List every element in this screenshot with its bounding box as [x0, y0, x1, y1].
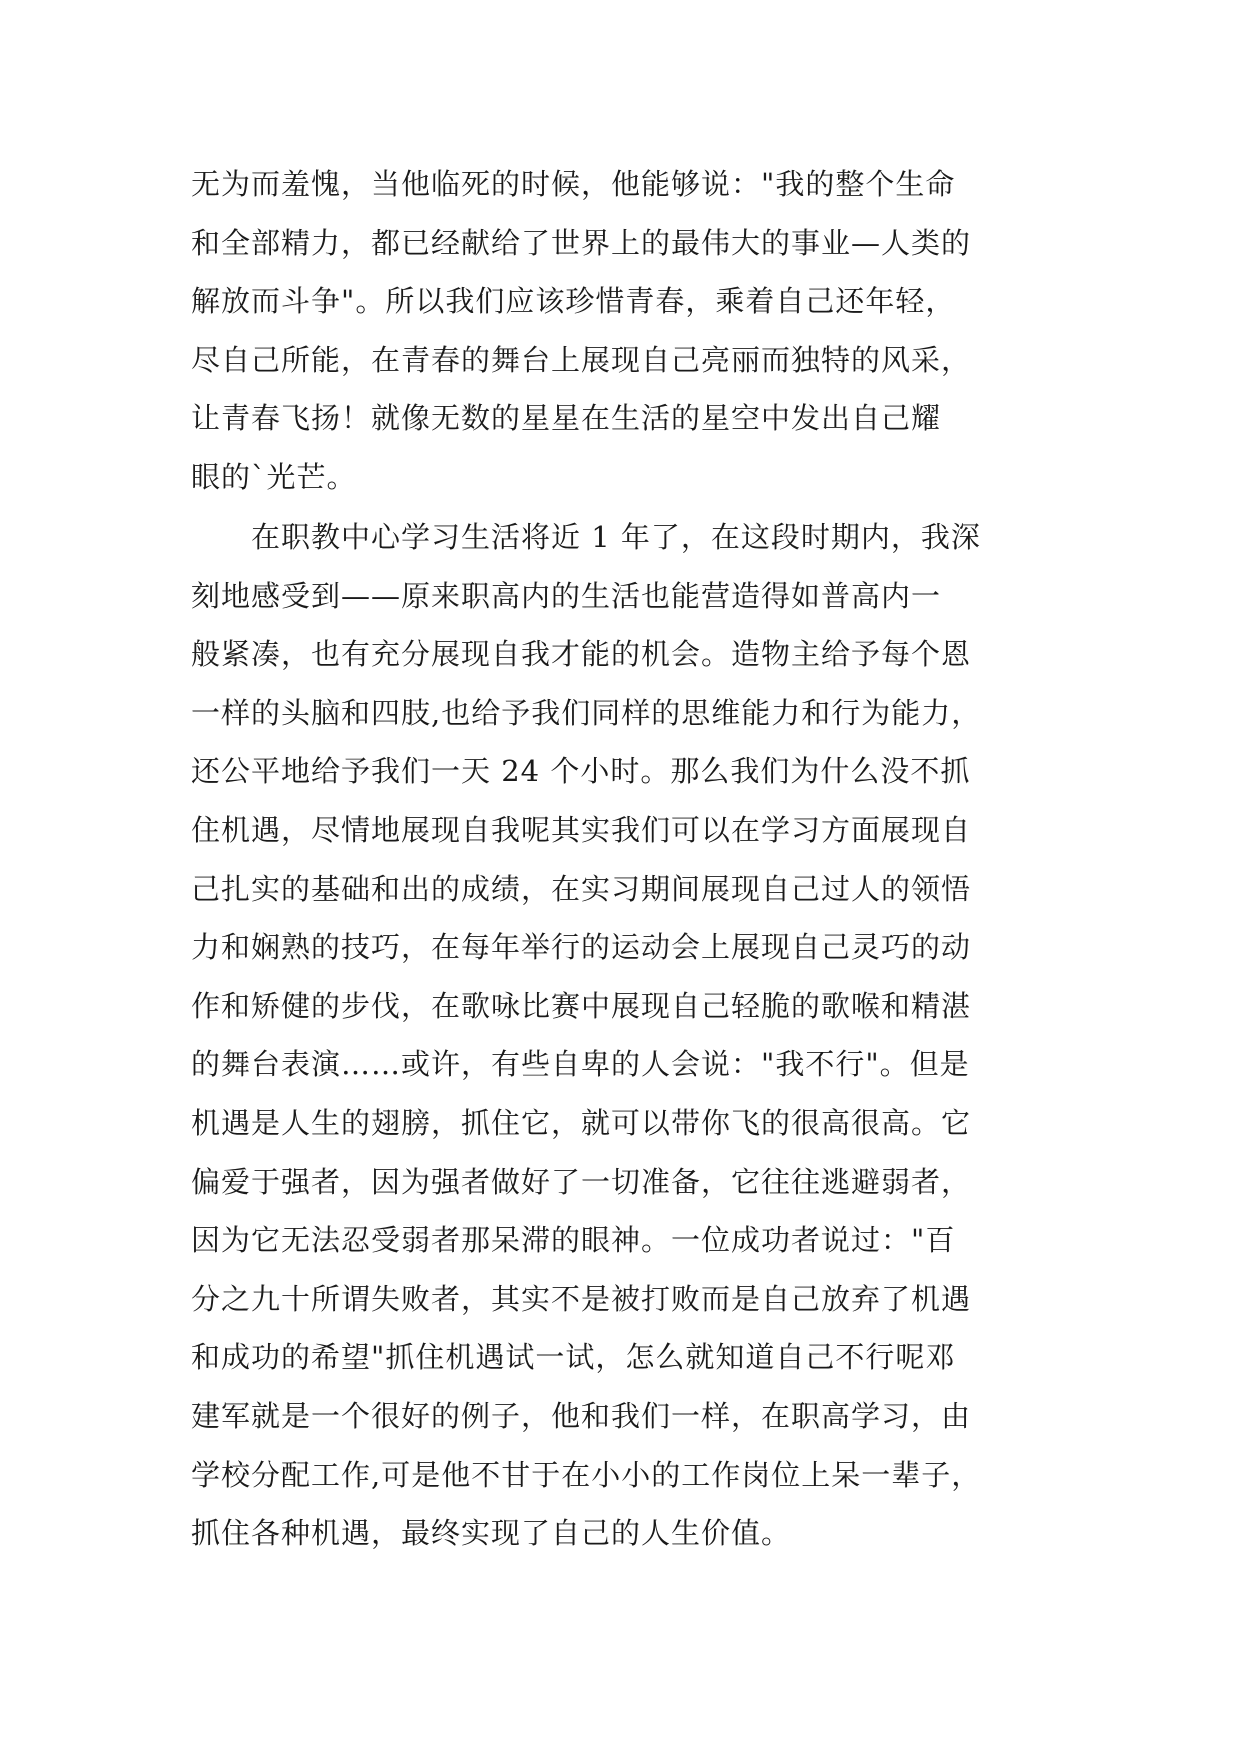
text-line: 让青春飞扬！就像无数的星星在生活的星空中发出自己耀 [191, 401, 942, 436]
text-line: 和全部精力，都已经献给了世界上的最伟大的事业—人类的 [191, 225, 972, 260]
text-line: 作和矫健的步伐，在歌咏比赛中展现自己轻脆的歌喉和精湛 [191, 988, 972, 1023]
paragraph-2 [191, 508, 1061, 1563]
text-line: 建军就是一个很好的例子，他和我们一样，在职高学习，由 [191, 1398, 972, 1433]
text-line: 刻地感受到——原来职高内的生活也能营造得如普高内一 [191, 578, 942, 613]
text-line: 抓住各种机遇，最终实现了自己的人生价值。 [191, 1516, 792, 1551]
text-line: 的舞台表演……或许，有些自卑的人会说："我不行"。但是 [191, 1047, 970, 1082]
text-line: 偏爱于强者，因为强者做好了一切准备，它往往逃避弱者， [191, 1164, 972, 1199]
text-line: 般紧凑，也有充分展现自我才能的机会。造物主给予每个恩 [191, 637, 972, 672]
text-line: 学校分配工作,可是他不甘于在小小的工作岗位上呆一辈子， [191, 1457, 982, 1492]
text-line: 因为它无法忍受弱者那呆滞的眼神。一位成功者说过："百 [191, 1223, 956, 1258]
text-line: 还公平地给予我们一天 24 个小时。那么我们为什么没不抓 [191, 754, 971, 789]
paragraph-1 [191, 155, 1061, 507]
text-line: 己扎实的基础和出的成绩，在实习期间展现自己过人的领悟 [191, 871, 972, 906]
text-line: 尽自己所能，在青春的舞台上展现自己亮丽而独特的风采， [191, 342, 972, 377]
text-line: 力和娴熟的技巧，在每年举行的运动会上展现自己灵巧的动 [191, 930, 972, 965]
text-line: 分之九十所谓失败者，其实不是被打败而是自己放弃了机遇 [191, 1281, 972, 1316]
text-line: 住机遇，尽情地展现自我呢其实我们可以在学习方面展现自 [191, 812, 972, 847]
text-line: 和成功的希望"抓住机遇试一试，怎么就知道自己不行呢邓 [191, 1340, 956, 1375]
text-line: 一样的头脑和四肢,也给予我们同样的思维能力和行为能力， [191, 695, 982, 730]
text-line: 眼的`光芒。 [191, 459, 357, 494]
text-line: 无为而羞愧，当他临死的时候，他能够说："我的整个生命 [191, 167, 956, 201]
text-line: 在职教中心学习生活将近 1 年了，在这段时期内，我深 [191, 520, 981, 554]
text-line: 解放而斗争"。所以我们应该珍惜青春，乘着自己还年轻， [191, 284, 956, 319]
text-line: 机遇是人生的翅膀，抓住它，就可以带你飞的很高很高。它 [191, 1105, 972, 1140]
